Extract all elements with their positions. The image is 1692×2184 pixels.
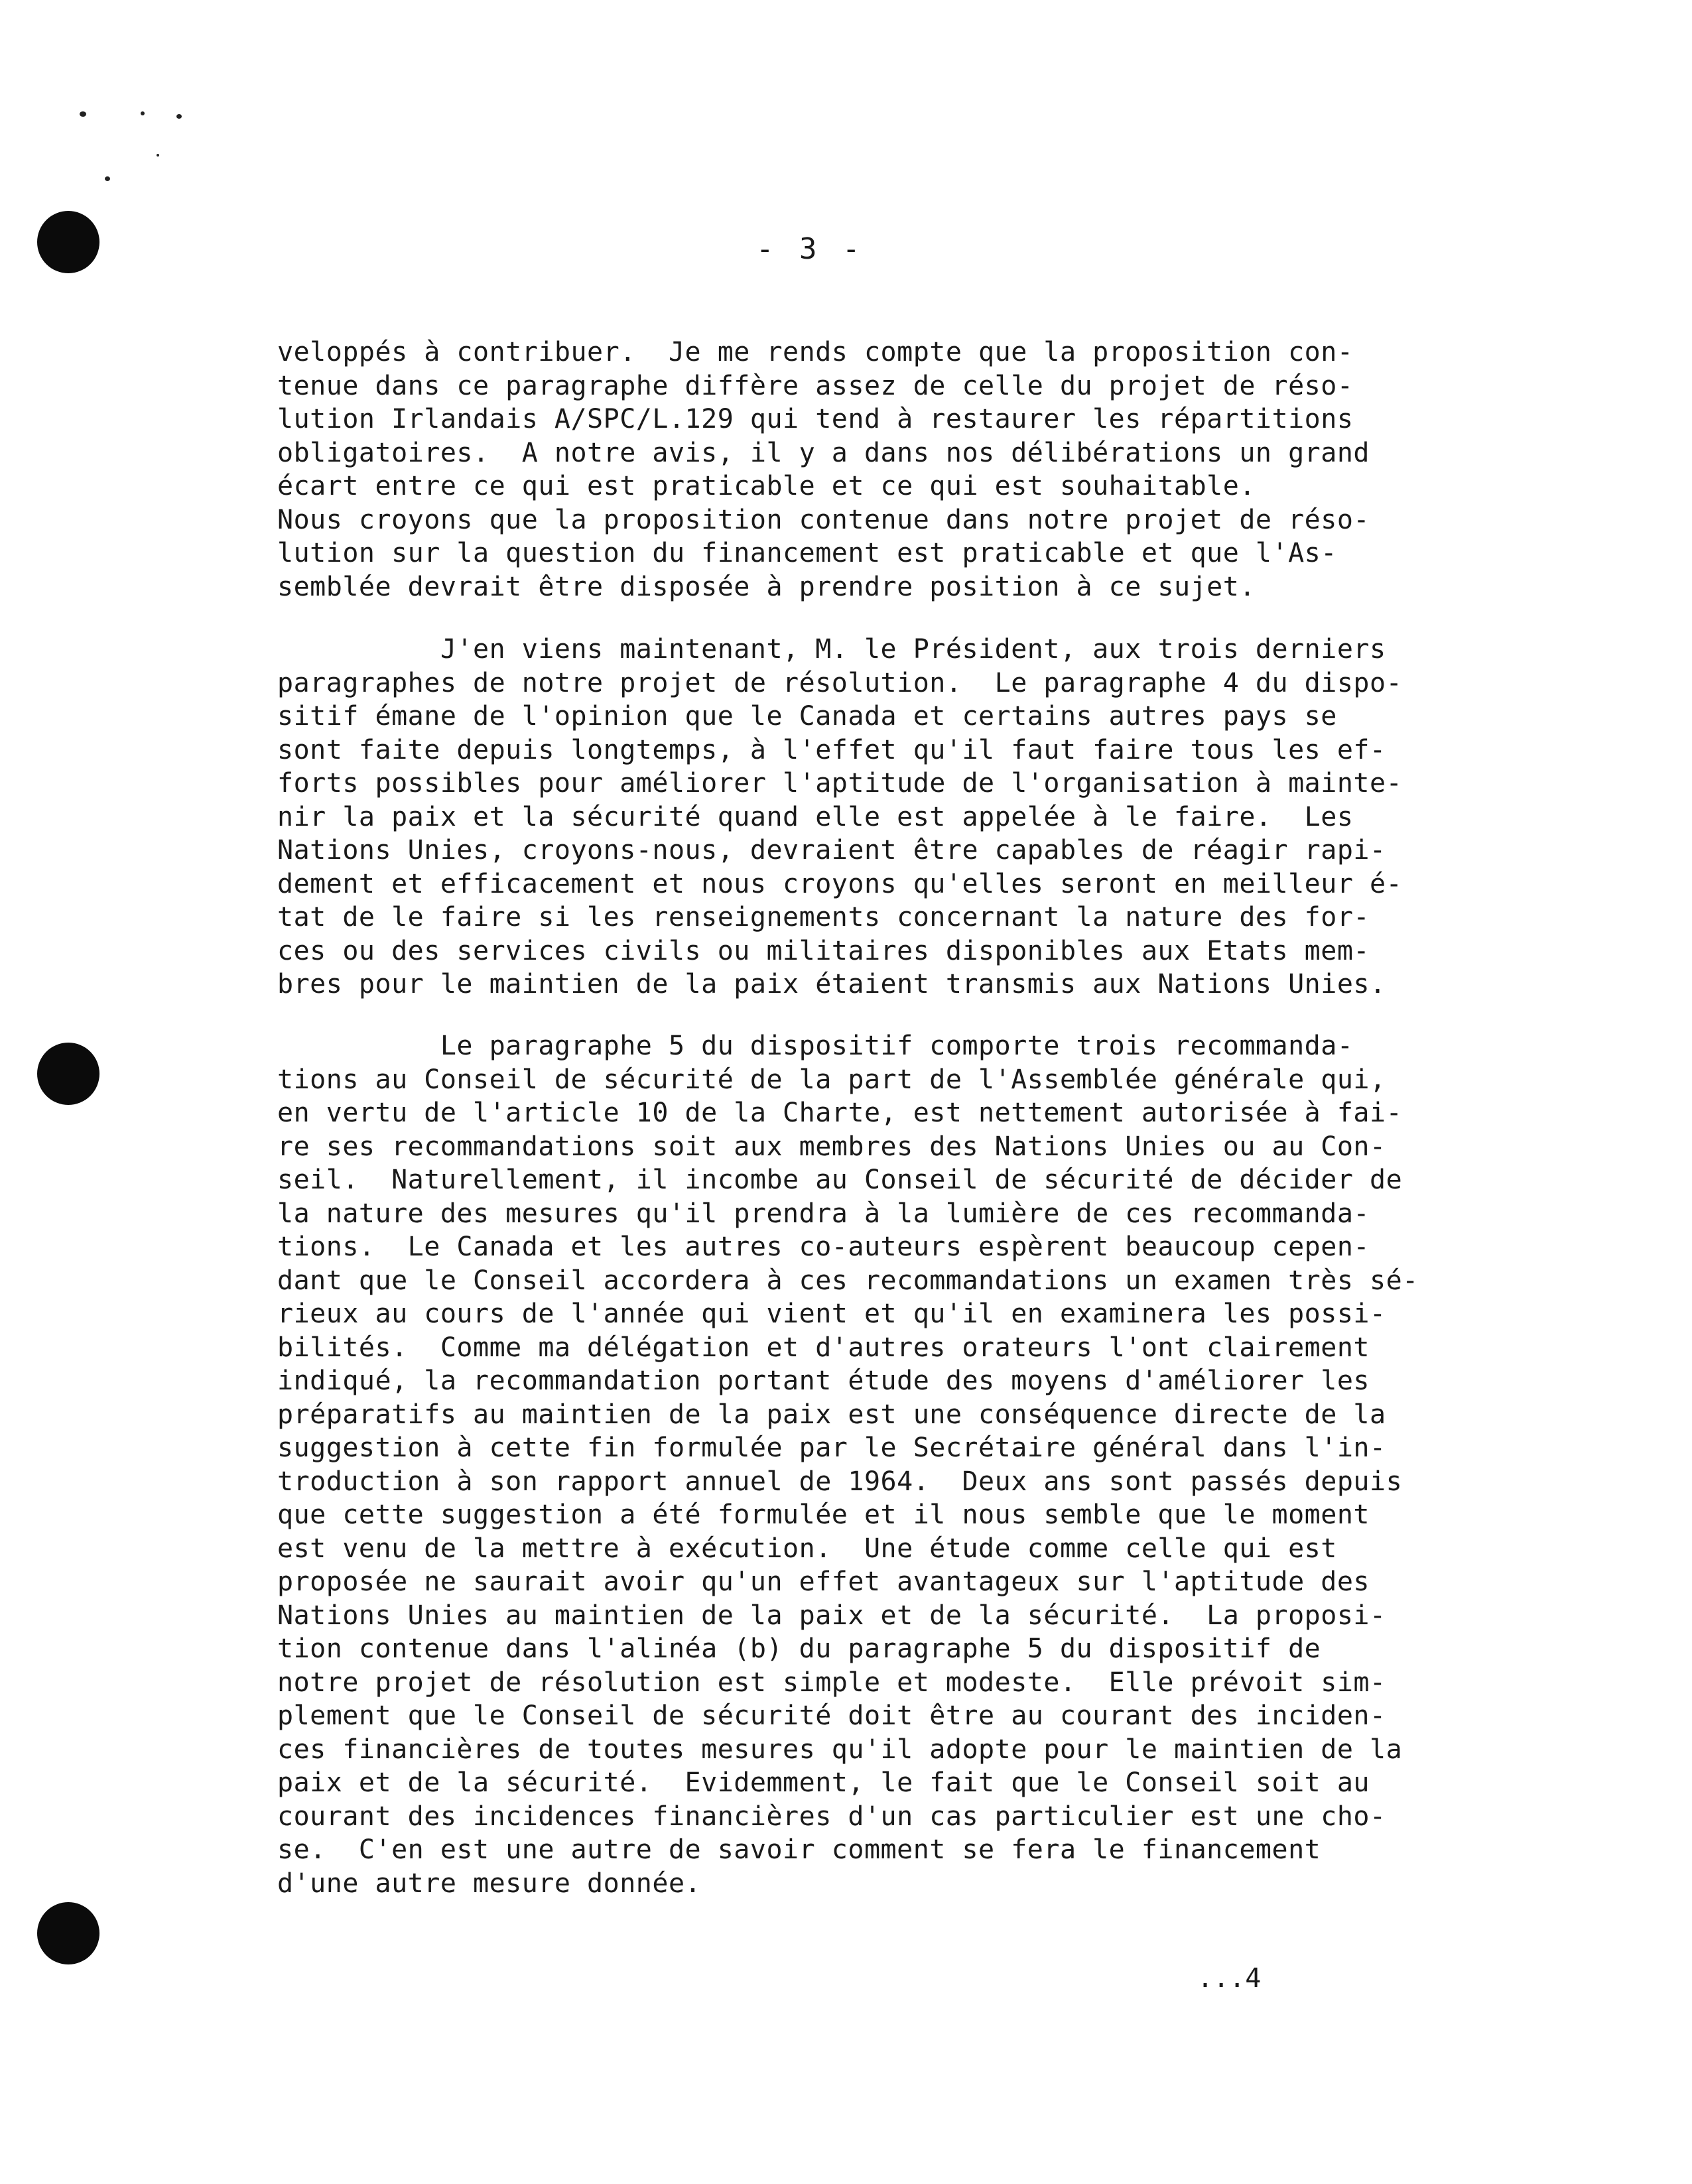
text-line: Nous croyons que la proposition contenue dans notre projet de réso- bbox=[277, 504, 1370, 535]
scan-speck bbox=[105, 176, 110, 181]
text-line: nir la paix et la sécurité quand elle est appelée à le faire. Les bbox=[277, 801, 1354, 832]
paragraph-financing bbox=[277, 336, 1445, 604]
text-line: J'en viens maintenant, M. le Président, aux trois derniers bbox=[277, 634, 1386, 665]
text-line: lution Irlandais A/SPC/L.129 qui tend à restaurer les répartitions bbox=[277, 404, 1354, 434]
text-line: plement que le Conseil de sécurité doit être au courant des inciden- bbox=[277, 1701, 1386, 1731]
text-line: bres pour le maintien de la paix étaient transmis aux Nations Unies. bbox=[277, 969, 1386, 999]
text-line: que cette suggestion a été formulée et il nous semble que le moment bbox=[277, 1500, 1370, 1530]
text-line: préparatifs au maintien de la paix est une conséquence directe de la bbox=[277, 1399, 1386, 1430]
text-line: rieux au cours de l'année qui vient et qu'il en examinera les possi- bbox=[277, 1299, 1386, 1329]
text-line: tion contenue dans l'alinéa (b) du paragraphe 5 du dispositif de bbox=[277, 1634, 1321, 1664]
text-line: obligatoires. A notre avis, il y a dans nos délibérations un grand bbox=[277, 437, 1370, 468]
scan-speck bbox=[141, 111, 145, 115]
paragraph-operative-5 bbox=[277, 1029, 1445, 1900]
text-line: forts possibles pour améliorer l'aptitude de l'organisation à mainte- bbox=[277, 768, 1403, 799]
text-line: se. C'en est une autre de savoir comment se fera le financement bbox=[277, 1834, 1321, 1865]
text-line: tions. Le Canada et les autres co-auteurs espèrent beaucoup cepen- bbox=[277, 1232, 1370, 1262]
text-line: bilités. Comme ma délégation et d'autres orateurs l'ont clairement bbox=[277, 1332, 1370, 1363]
text-line: notre projet de résolution est simple et modeste. Elle prévoit sim- bbox=[277, 1667, 1386, 1698]
text-line: paix et de la sécurité. Evidemment, le fait que le Conseil soit au bbox=[277, 1767, 1370, 1798]
text-line: semblée devrait être disposée à prendre position à ce sujet. bbox=[277, 571, 1256, 602]
text-line: veloppés à contribuer. Je me rends compte que la proposition con- bbox=[277, 337, 1354, 367]
text-line: est venu de la mettre à exécution. Une étude comme celle qui est bbox=[277, 1533, 1337, 1564]
text-line: lution sur la question du financement est praticable et que l'As- bbox=[277, 538, 1337, 568]
page-number: - 3 - bbox=[756, 232, 864, 266]
scan-speck bbox=[157, 154, 159, 157]
text-line: en vertu de l'article 10 de la Charte, est nettement autorisée à fai- bbox=[277, 1098, 1403, 1128]
text-line: sitif émane de l'opinion que le Canada et certains autres pays se bbox=[277, 701, 1337, 732]
text-line: dant que le Conseil accordera à ces recommandations un examen très sé- bbox=[277, 1265, 1419, 1296]
punch-hole-bottom bbox=[37, 1902, 99, 1964]
text-line: dement et efficacement et nous croyons qu'elles seront en meilleur é- bbox=[277, 868, 1403, 899]
punch-hole-middle bbox=[37, 1043, 99, 1105]
text-line: d'une autre mesure donnée. bbox=[277, 1868, 702, 1899]
text-line: sont faite depuis longtemps, à l'effet qu'il faut faire tous les ef- bbox=[277, 734, 1386, 765]
text-line: proposée ne saurait avoir qu'un effet avantageux sur l'aptitude des bbox=[277, 1567, 1370, 1597]
text-line: courant des incidences financières d'un cas particulier est une cho- bbox=[277, 1801, 1386, 1832]
scan-speck bbox=[176, 114, 182, 119]
text-line: Nations Unies, croyons-nous, devraient être capables de réagir rapi- bbox=[277, 835, 1386, 866]
text-line: indiqué, la recommandation portant étude des moyens d'améliorer les bbox=[277, 1366, 1370, 1396]
text-line: seil. Naturellement, il incombe au Conseil de sécurité de décider de bbox=[277, 1165, 1403, 1195]
punch-hole-top bbox=[37, 211, 99, 273]
text-line: ces financières de toutes mesures qu'il adopte pour le maintien de la bbox=[277, 1734, 1403, 1765]
scan-speck bbox=[80, 111, 86, 117]
paragraph-operative-4 bbox=[277, 633, 1445, 1001]
text-line: Nations Unies au maintien de la paix et de la sécurité. La proposi- bbox=[277, 1600, 1386, 1631]
text-line: tenue dans ce paragraphe diffère assez de celle du projet de réso- bbox=[277, 370, 1354, 401]
text-line: la nature des mesures qu'il prendra à la lumière de ces recommanda- bbox=[277, 1198, 1370, 1229]
text-line: tions au Conseil de sécurité de la part de l'Assemblée générale qui, bbox=[277, 1064, 1386, 1095]
text-line: re ses recommandations soit aux membres des Nations Unies ou au Con- bbox=[277, 1131, 1386, 1162]
text-line: troduction à son rapport annuel de 1964. Deux ans sont passés depuis bbox=[277, 1466, 1403, 1497]
text-line: écart entre ce qui est praticable et ce qui est souhaitable. bbox=[277, 471, 1256, 501]
text-line: ces ou des services civils ou militaires disponibles aux Etats mem- bbox=[277, 935, 1370, 966]
continuation-marker: ...4 bbox=[1197, 1963, 1262, 1994]
text-line: paragraphes de notre projet de résolution. Le paragraphe 4 du dispo- bbox=[277, 667, 1403, 698]
text-line: Le paragraphe 5 du dispositif comporte trois recommanda- bbox=[277, 1031, 1354, 1061]
text-line: tat de le faire si les renseignements concernant la nature des for- bbox=[277, 902, 1370, 932]
text-line: suggestion à cette fin formulée par le Secrétaire général dans l'in- bbox=[277, 1433, 1386, 1463]
